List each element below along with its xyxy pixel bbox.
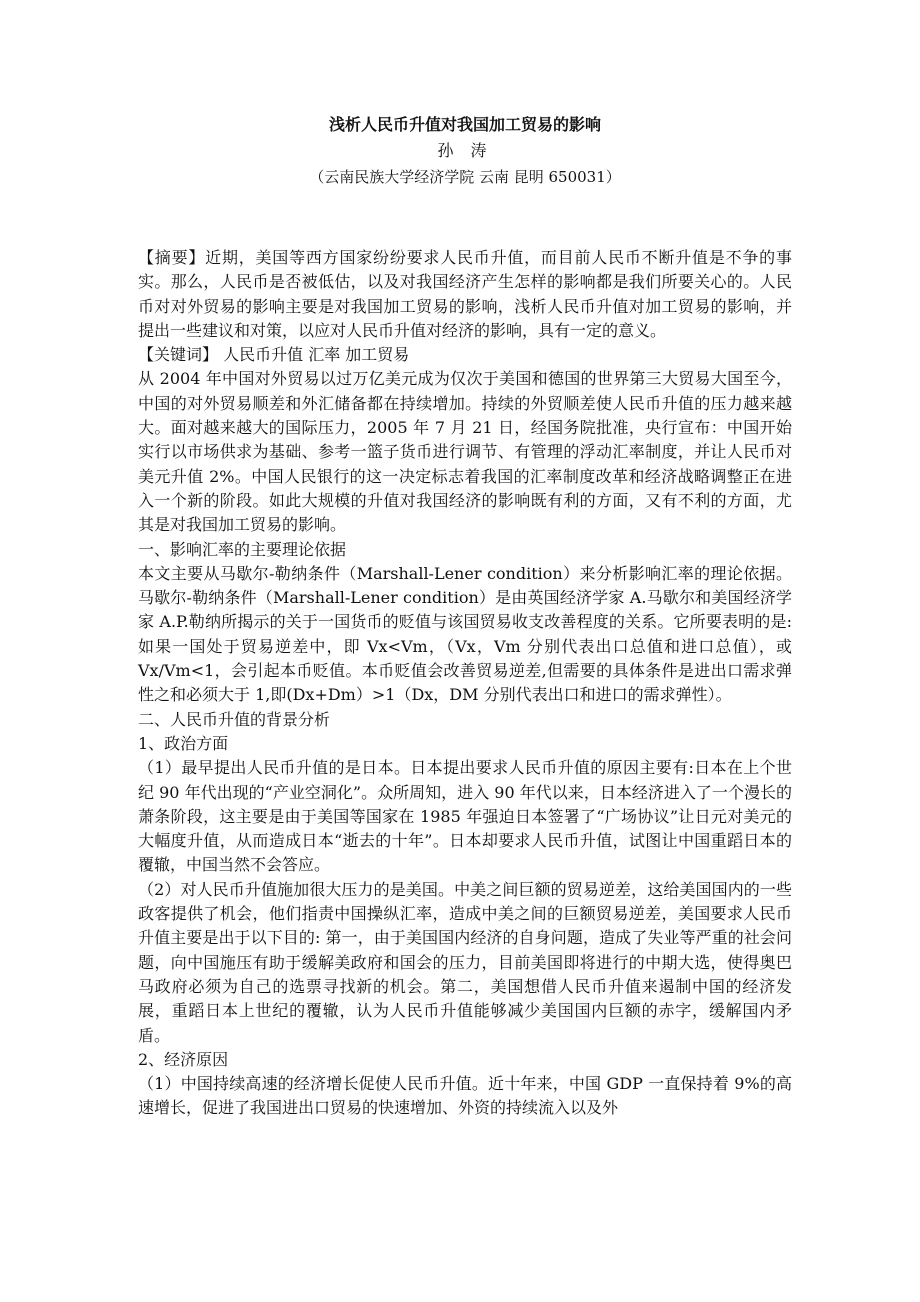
- abstract-label: 【摘要】: [138, 248, 206, 267]
- economy-paragraph-growth: （1）中国持续高速的经济增长促使人民币升值。近十年来，中国 GDP 一直保持着 9%的高速增长，促进了我国进出口贸易的快速增加、外资的持续流入以及外: [138, 1074, 792, 1118]
- keywords-text: 人民币升值 汇率 加工贸易: [218, 345, 410, 365]
- intro-paragraph: 从 2004 年中国对外贸易以过万亿美元成为仅次于美国和德国的世界第三大贸易大国至今，中国的对外贸易顺差和外汇储备都在持续增加。持续的外贸顺差使人民币升值的压力越来越大。面对越来越大的国际压力，2005 年 7 月 21 日，经国务院批准，央行宣布：中国开始实行以市场供求为基础、参考一篮子货币进行调节、有管理的浮动汇率制度，并让人民币对美元升值 2%。中国人民银行的这一决定标志着我国的汇率制度改革和经济战略调整正在进入一个新的阶段。如此大规模的升值对我国经济的影响既有利的方面，又有不利的方面，尤其是对我国加工贸易的影响。: [138, 369, 792, 535]
- section-heading-2: 二、人民币升值的背景分析: [138, 709, 331, 729]
- document-body: [138, 246, 792, 1121]
- abstract-paragraph: [138, 246, 792, 343]
- politics-paragraph-japan: （1）最早提出人民币升值的是日本。日本提出要求人民币升值的原因主要有:日本在上个世纪 90 年代出现的“产业空洞化”。众所周知，进入 90 年代以来，日本经济进入了一个漫长的萧条阶段，这主要是由于美国等国家在 1985 年强迫日本签署了“广场协议”让日元对美元的大幅度升值，从而造成日本“逝去的十年”。日本却要求人民币升值，试图让中国重蹈日本的覆辙，中国当然不会答应。: [138, 758, 792, 875]
- theory-paragraph: 本文主要从马歇尔-勒纳条件（Marshall-Lener condition）来分析影响汇率的理论依据。马歇尔-勒纳条件（Marshall-Lener condition）是由英国经济学家 A.马歇尔和美国经济学家 A.P.勒纳所揭示的关于一国货币的贬值与该国贸易收支改善程度的关系。它所要表明的是: 如果一国处于贸易逆差中，即 Vx<Vm，（Vx，Vm 分别代表出口总值和进口总值），或 Vx/Vm<1，会引起本币贬值。本币贬值会改善贸易逆差,但需要的具体条件是进出口需求弹性之和必须大于 1,即(Dx+Dm）>1（Dx，DM 分别代表出口和进口的需求弹性）。: [138, 563, 792, 705]
- section-heading-1: 一、影响汇率的主要理论依据: [138, 539, 347, 559]
- abstract-text: 近期，美国等西方国家纷纷要求人民币升值，而目前人民币不断升值是不争的事实。那么，人民币是否被低估，以及对我国经济产生怎样的影响都是我们所要关心的。人民币对对外贸易的影响主要是对我国加工贸易的影响，浅析人民币升值对加工贸易的影响，并提出一些建议和对策，以应对人民币升值对经济的影响，具有一定的意义。: [138, 248, 792, 340]
- politics-paragraph-usa: （2）对人民币升值施加很大压力的是美国。中美之间巨额的贸易逆差，这给美国国内的一些政客提供了机会，他们指责中国操纵汇率，造成中美之间的巨额贸易逆差，美国要求人民币升值主要是出于以下目的: 第一，由于美国国内经济的自身问题，造成了失业等严重的社会问题，向中国施压有助于缓解美政府和国会的压力，目前美国即将进行的中期大选，使得奥巴马政府必须为自己的选票寻找新的机会。第二，美国想借人民币升值来遏制中国的经济发展，重蹈日本上世纪的覆辙，认为人民币升值能够减少美国国内巨额的赤字，缓解国内矛盾。: [138, 879, 792, 1045]
- keywords-line: [138, 343, 792, 367]
- subsection-heading-economy: 2、经济原因: [138, 1049, 229, 1069]
- document-header: [138, 112, 792, 190]
- author-affiliation: （云南民族大学经济学院 云南 昆明 650031）: [309, 168, 621, 186]
- document-page: [138, 112, 792, 1121]
- author-name: 孙 涛: [437, 141, 493, 160]
- keywords-label: 【关键词】: [138, 345, 219, 365]
- subsection-heading-politics: 1、政治方面: [138, 733, 229, 753]
- document-title: 浅析人民币升值对我国加工贸易的影响: [328, 115, 601, 134]
